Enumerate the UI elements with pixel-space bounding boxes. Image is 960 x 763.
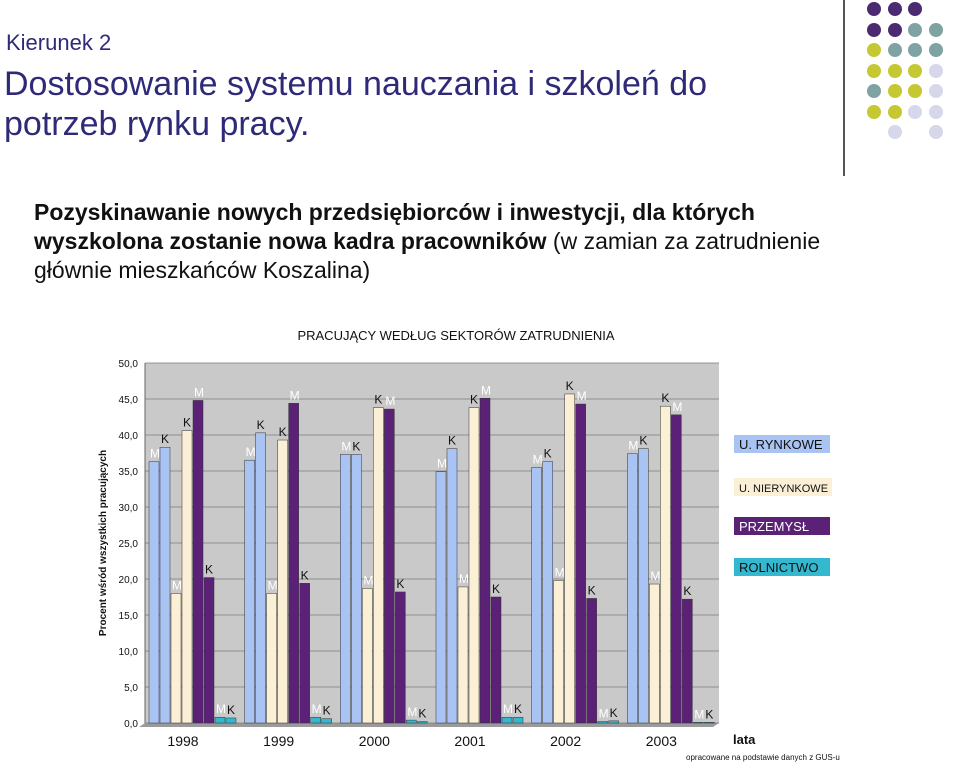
bar	[436, 472, 446, 723]
bar	[340, 454, 350, 723]
bar-label: M	[172, 578, 182, 593]
bar-label: K	[543, 446, 552, 461]
bar-label: M	[532, 452, 543, 467]
bar-label: M	[554, 565, 565, 580]
bar	[649, 584, 659, 723]
bar	[447, 449, 457, 723]
bar	[226, 718, 236, 723]
bar-label: M	[363, 573, 374, 588]
bar-label: M	[503, 702, 513, 717]
bar	[256, 433, 266, 723]
legend-label: U. NIERYNKOWE	[739, 483, 829, 495]
bar	[149, 462, 159, 723]
x-tick-label: 2002	[550, 733, 582, 749]
bar-label: K	[705, 707, 714, 722]
bar-label: K	[374, 392, 383, 407]
bar-label: K	[639, 433, 648, 448]
bar	[351, 454, 361, 723]
legend-label: ROLNICTWO	[739, 560, 819, 575]
bar-label: K	[683, 584, 692, 599]
bar-label: K	[418, 706, 427, 721]
bar	[660, 406, 670, 723]
plot-floor	[139, 723, 719, 727]
slide-kicker: Kierunek 2	[6, 30, 112, 55]
bar-label: K	[492, 582, 501, 596]
bar	[480, 398, 490, 723]
y-tick-label: 50,0	[118, 359, 138, 370]
bar-label: M	[311, 702, 322, 717]
y-tick-label: 5,0	[124, 683, 138, 694]
bar-label: M	[481, 383, 491, 398]
bar	[289, 403, 299, 723]
x-tick-label: 1998	[167, 733, 199, 749]
x-axis-label: lata	[733, 732, 756, 747]
x-tick-label: 1999	[263, 733, 295, 749]
bar	[311, 717, 321, 723]
bar	[576, 404, 586, 723]
y-tick-label: 25,0	[118, 539, 138, 550]
bar-label: M	[694, 707, 705, 722]
bar	[671, 415, 681, 723]
slide-title: Dostosowanie systemu nauczania i szkoleń do potrzeb rynku pracy.	[4, 65, 708, 143]
bar	[395, 592, 405, 723]
bar-label: M	[576, 389, 587, 404]
bar-label: K	[278, 425, 287, 440]
bar-label: M	[598, 706, 609, 721]
bar	[693, 722, 703, 723]
x-tick-label: 2003	[645, 733, 677, 749]
bar-label: K	[183, 415, 192, 430]
bar-label: M	[289, 388, 300, 403]
legend-label: U. RYNKOWE	[739, 437, 823, 452]
bar-label: K	[322, 703, 331, 718]
bar-label: K	[609, 705, 618, 720]
chart-title: PRACUJĄCY WEDŁUG SEKTORÓW ZATRUDNIENIA	[297, 328, 615, 343]
bar-label: M	[672, 399, 683, 414]
bar-label: M	[341, 439, 352, 454]
bar	[682, 599, 692, 723]
body-normal-text: (w zamian za zatrudnienie głównie mieszkańców Koszalina)	[34, 228, 821, 283]
bar-label: K	[396, 576, 405, 591]
y-tick-label: 0,0	[124, 719, 138, 730]
bar-label: M	[267, 578, 278, 593]
bar-label: M	[194, 385, 204, 400]
bar-label: K	[448, 433, 457, 448]
bar	[587, 598, 597, 723]
bar-label: K	[661, 391, 670, 406]
bar	[532, 467, 542, 723]
x-tick-label: 2000	[358, 733, 390, 749]
bar	[469, 408, 479, 723]
y-axis-label: Procent wśród wszystkich pracujących	[98, 449, 109, 637]
y-tick-label: 30,0	[118, 503, 138, 514]
bar	[627, 454, 637, 723]
bar	[267, 593, 277, 723]
bar	[638, 449, 648, 723]
bar	[598, 722, 608, 723]
bar	[554, 580, 564, 723]
bar-label: K	[587, 583, 596, 598]
y-tick-label: 35,0	[118, 467, 138, 478]
bar-label: K	[205, 562, 214, 577]
bar-label: M	[216, 702, 226, 717]
y-tick-label: 45,0	[118, 395, 138, 406]
bar	[193, 400, 203, 723]
bar-label: K	[352, 439, 361, 454]
bar-label: M	[150, 446, 160, 461]
bar-label: M	[385, 394, 396, 409]
bar-label: M	[407, 705, 418, 720]
bar	[502, 717, 512, 723]
bar	[417, 722, 427, 723]
bar-label: K	[161, 432, 170, 447]
bar	[458, 587, 468, 723]
body-bold-text: Pozyskinawanie nowych przedsiębiorców i inwestycji, dla których wyszkolona zostanie nowa kadra pracowników	[34, 199, 755, 254]
bar	[300, 583, 310, 723]
legend-label: PRZEMYSŁ	[739, 519, 810, 534]
bar-label: K	[227, 702, 236, 717]
bar	[384, 409, 394, 723]
bar-label: K	[300, 568, 309, 583]
bar	[160, 447, 170, 723]
y-tick-label: 10,0	[118, 647, 138, 658]
source-note: opracowane na podstawie danych z GUS-u	[686, 753, 840, 762]
bar-label: M	[628, 438, 639, 453]
y-tick-label: 40,0	[118, 431, 138, 442]
bar	[278, 440, 288, 723]
bar	[513, 717, 523, 723]
bar	[322, 719, 332, 723]
bar-label: K	[514, 702, 523, 717]
bar	[362, 588, 372, 723]
bar-label: M	[245, 445, 256, 460]
bar	[565, 394, 575, 723]
y-tick-label: 20,0	[118, 575, 138, 586]
bar-label: M	[459, 571, 469, 586]
bar	[704, 722, 714, 723]
bar	[543, 462, 553, 723]
y-tick-label: 15,0	[118, 611, 138, 622]
bar	[609, 721, 619, 723]
bar-label: M	[650, 569, 661, 584]
bar	[406, 720, 416, 723]
bar	[182, 431, 192, 723]
bar-label: M	[437, 456, 447, 471]
bar	[491, 597, 501, 723]
bar-label: K	[565, 378, 574, 393]
bar	[204, 578, 214, 723]
x-tick-label: 2001	[454, 733, 486, 749]
bar-label: K	[256, 417, 265, 432]
bar	[215, 717, 225, 723]
bar	[373, 408, 383, 723]
bar	[245, 460, 255, 723]
bar-label: K	[470, 392, 479, 407]
bar	[171, 593, 181, 723]
